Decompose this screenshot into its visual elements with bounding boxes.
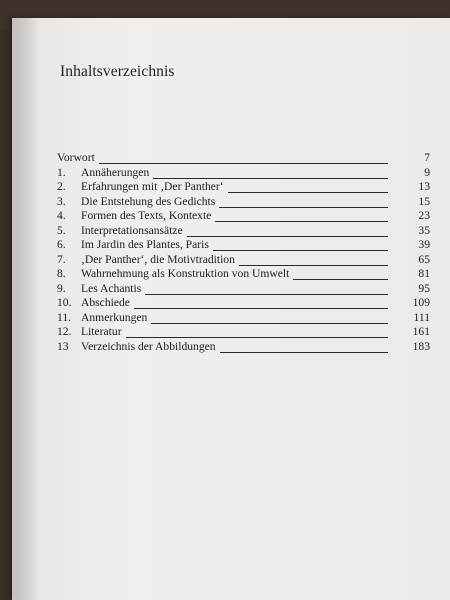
toc-leader-line — [213, 250, 388, 251]
toc-entry-label: Erfahrungen mit ‚Der Panther‘ — [81, 180, 224, 193]
toc-entry — [57, 180, 430, 195]
toc-entry-number: 13 — [57, 339, 69, 353]
toc-entry — [57, 238, 430, 253]
toc-entry-page: 65 — [418, 252, 430, 266]
toc-entry-page: 109 — [412, 296, 430, 309]
toc-leader-line — [187, 236, 388, 237]
toc-entry-label: ‚Der Panther‘, die Motivtradition — [81, 252, 235, 266]
toc-entry-label: Die Entstehung des Gedichts — [81, 194, 216, 208]
toc-entry-number: 2. — [57, 180, 66, 193]
toc-entry-number: 6. — [57, 238, 66, 251]
toc-entry-number: 12. — [57, 325, 72, 338]
toc-entry-page: 39 — [418, 238, 430, 251]
toc-entry-label: Im Jardin des Plantes, Paris — [81, 238, 209, 251]
toc-entry — [57, 209, 430, 224]
toc-entry — [57, 151, 430, 166]
toc-entry-label: Les Achantis — [81, 281, 142, 295]
toc-entry-page: 7 — [424, 151, 430, 164]
toc-entry-number: 7. — [57, 252, 66, 266]
toc-entry — [57, 195, 430, 210]
toc-entry-page: 9 — [424, 165, 430, 179]
toc-entry-number: 1. — [57, 165, 66, 179]
toc-entry-label: Literatur — [81, 325, 122, 338]
toc-entry-number: 9. — [57, 281, 66, 295]
toc-leader-line — [126, 337, 388, 338]
toc-entry-page: 111 — [413, 310, 430, 324]
toc-leader-line — [134, 308, 388, 309]
toc-leader-line — [219, 207, 388, 208]
toc-entry-page: 35 — [418, 223, 430, 237]
toc-leader-line — [215, 221, 388, 222]
toc-entry-page: 81 — [418, 267, 430, 280]
toc-entry-number: 5. — [57, 223, 66, 237]
toc-entry — [57, 311, 430, 326]
toc-entry-page: 95 — [418, 281, 430, 295]
toc-entry-page: 13 — [418, 180, 430, 193]
toc-entry — [57, 340, 430, 355]
toc-leader-line — [220, 352, 388, 353]
toc-leader-line — [293, 279, 388, 280]
toc-entry-page: 161 — [412, 325, 430, 338]
toc-entry — [57, 253, 430, 268]
toc-entry-number: 4. — [57, 209, 66, 222]
toc-entry-number: 10. — [57, 296, 72, 309]
toc-entry — [57, 296, 430, 311]
toc-entry — [57, 166, 430, 181]
toc-entry-page: 23 — [418, 209, 430, 222]
toc-entry — [57, 325, 430, 340]
toc-leader-line — [239, 265, 388, 266]
table-of-contents — [57, 151, 430, 354]
toc-leader-line — [228, 192, 388, 193]
page-gutter-shadow — [12, 18, 38, 600]
toc-leader-line — [99, 163, 388, 164]
toc-entry-label: Annäherungen — [81, 165, 150, 179]
toc-entry-number: 3. — [57, 194, 66, 208]
toc-entry-number: 8. — [57, 267, 66, 280]
toc-entry-number: 11. — [57, 310, 72, 324]
toc-entry — [57, 282, 430, 297]
toc-entry-label: Interpretationsansätze — [81, 223, 183, 237]
toc-leader-line — [153, 178, 388, 179]
toc-entry — [57, 267, 430, 282]
toc-entry-label: Anmerkungen — [81, 310, 148, 324]
toc-entry — [57, 224, 430, 239]
toc-entry-page: 15 — [418, 194, 430, 208]
toc-entry-label: Verzeichnis der Abbildungen — [81, 339, 216, 353]
toc-leader-line — [151, 323, 388, 324]
toc-entry-label: Formen des Texts, Kontexte — [81, 209, 212, 222]
toc-entry-label: Wahrnehmung als Konstruktion von Umwelt — [81, 267, 290, 280]
toc-entry-label: Abschiede — [81, 296, 130, 309]
toc-entry-page: 183 — [412, 339, 430, 353]
toc-leader-line — [145, 294, 388, 295]
page-title: Inhaltsverzeichnis — [60, 63, 175, 80]
toc-entry-label: Vorwort — [57, 151, 95, 164]
